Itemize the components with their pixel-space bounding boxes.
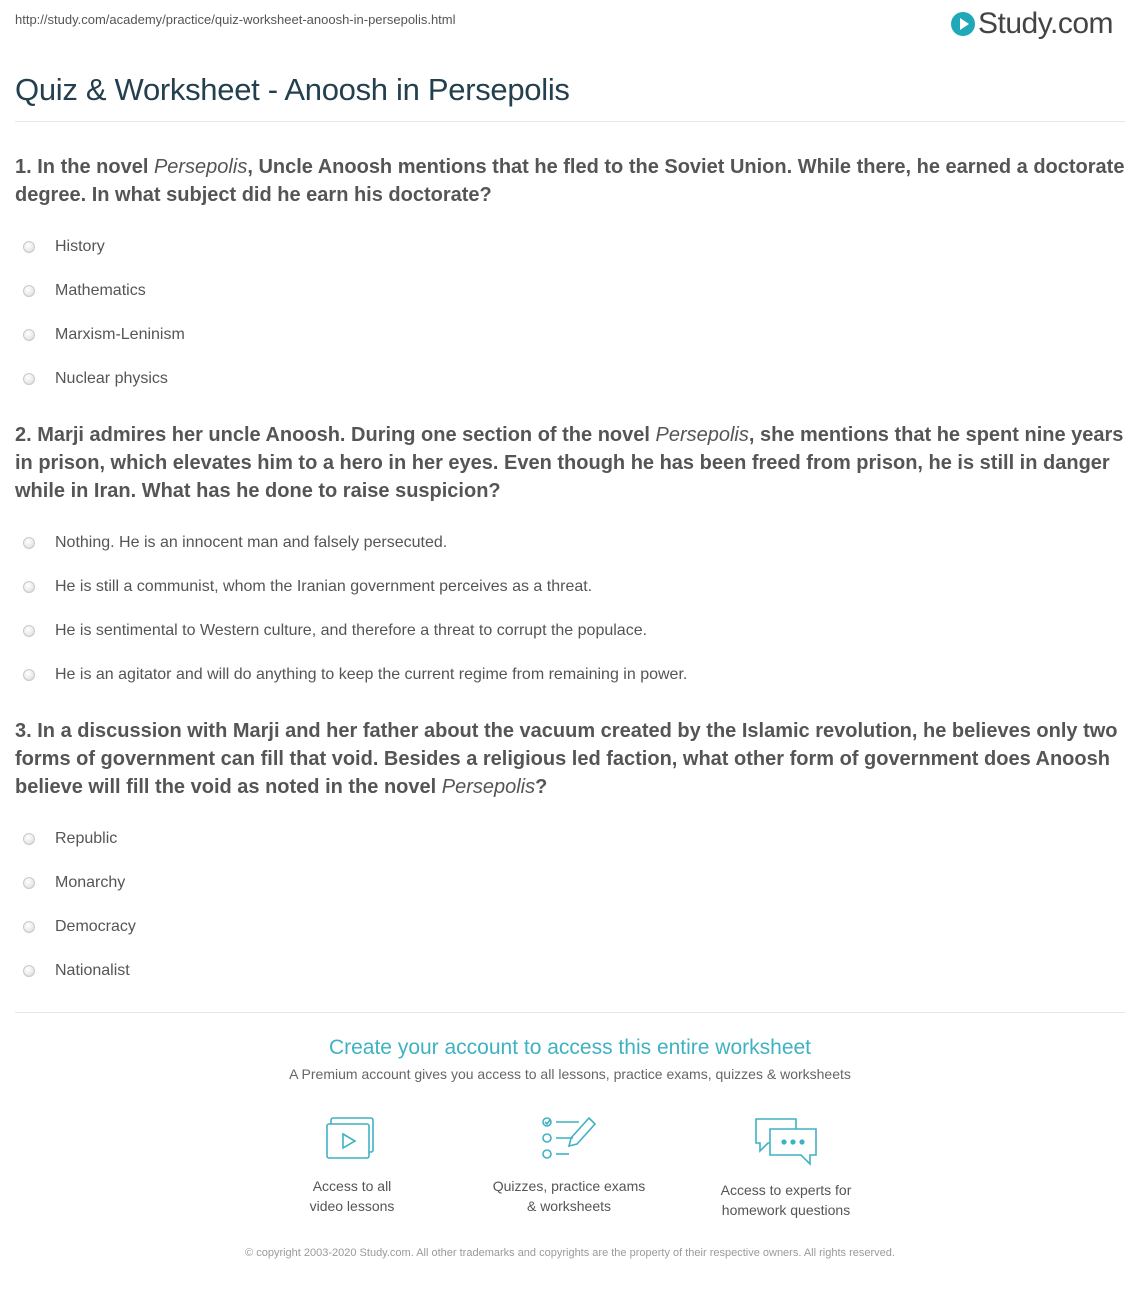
answer-options: [15, 817, 1125, 993]
answer-label: Republic: [55, 830, 118, 847]
feature-label: Quizzes, practice exams & worksheets: [492, 1178, 646, 1214]
feature-video-lessons: [252, 1116, 452, 1216]
question-1: [15, 153, 1125, 401]
answer-option[interactable]: [15, 861, 1125, 905]
feature-label: Access to all video lessons: [309, 1178, 395, 1214]
cta-title[interactable]: Create your account to access this entire worksheet: [328, 1036, 812, 1059]
top-bar: [15, 0, 1125, 50]
answer-label: Nuclear physics: [55, 370, 168, 387]
answer-option[interactable]: [15, 653, 1125, 697]
study-logo[interactable]: [951, 8, 1113, 40]
copyright-text: © copyright 2003-2020 Study.com. All other trademarks and copyrights are the property of their respective owners. All rights reserved.: [245, 1247, 895, 1259]
feature-experts: [686, 1116, 886, 1220]
video-lessons-icon: [326, 1116, 378, 1162]
answer-option[interactable]: [15, 817, 1125, 861]
answer-label: He is sentimental to Western culture, and therefore a threat to corrupt the populace.: [55, 622, 648, 639]
answer-options: [15, 225, 1125, 401]
answer-label: Nationalist: [55, 962, 130, 979]
answer-options: [15, 521, 1125, 697]
radio-button[interactable]: [23, 373, 35, 385]
radio-button[interactable]: [23, 965, 35, 977]
answer-option[interactable]: [15, 357, 1125, 401]
logo-text: Study.com: [978, 7, 1113, 40]
answer-option[interactable]: [15, 313, 1125, 357]
answer-option[interactable]: [15, 949, 1125, 993]
answer-option[interactable]: [15, 565, 1125, 609]
play-logo-icon: [951, 12, 975, 36]
answer-label: He is still a communist, whom the Iranian government perceives as a threat.: [55, 578, 593, 595]
divider: [15, 1012, 1125, 1013]
premium-features: [0, 1116, 1140, 1216]
answer-option[interactable]: [15, 521, 1125, 565]
answer-option[interactable]: [15, 609, 1125, 653]
answer-label: Democracy: [55, 918, 136, 935]
answer-label: History: [55, 238, 105, 255]
question-text: 1. In the novel Persepolis, Uncle Anoosh mentions that he fled to the Soviet Union. While there, he earned a doctorate degree. In what subject did he earn his doctorate?: [15, 156, 1125, 206]
answer-option[interactable]: [15, 225, 1125, 269]
answer-option[interactable]: [15, 905, 1125, 949]
radio-button[interactable]: [23, 833, 35, 845]
radio-button[interactable]: [23, 581, 35, 593]
answer-label: He is an agitator and will do anything to keep the current regime from remaining in power.: [55, 666, 688, 683]
quiz-checklist-icon: [541, 1116, 597, 1162]
radio-button[interactable]: [23, 625, 35, 637]
radio-button[interactable]: [23, 285, 35, 297]
answer-label: Monarchy: [55, 874, 126, 891]
radio-button[interactable]: [23, 877, 35, 889]
feature-label: Access to experts for homework questions: [720, 1182, 852, 1218]
radio-button[interactable]: [23, 537, 35, 549]
page-url: http://study.com/academy/practice/quiz-worksheet-anoosh-in-persepolis.html: [15, 12, 456, 27]
question-text: 3. In a discussion with Marji and her father about the vacuum created by the Islamic revolution, he believes only two forms of government can fill that void. Besides a religious led faction, what other form of government does Anoosh believe will fill the void as noted in the novel Persepolis?: [15, 720, 1118, 798]
radio-button[interactable]: [23, 241, 35, 253]
answer-label: Nothing. He is an innocent man and falsely persecuted.: [55, 534, 448, 551]
page-title: Quiz & Worksheet - Anoosh in Persepolis: [15, 72, 570, 107]
answer-option[interactable]: [15, 269, 1125, 313]
answer-label: Mathematics: [55, 282, 146, 299]
radio-button[interactable]: [23, 921, 35, 933]
radio-button[interactable]: [23, 329, 35, 341]
question-3: [15, 717, 1125, 993]
question-text: 2. Marji admires her uncle Anoosh. During one section of the novel Persepolis, she mentions that he spent nine years in prison, which elevates him to a hero in her eyes. Even though he has been freed from prison, he is still in danger while in Iran. What has he done to raise suspicion?: [15, 424, 1124, 502]
chat-bubbles-icon: [754, 1116, 818, 1166]
answer-label: Marxism-Leninism: [55, 326, 185, 343]
radio-button[interactable]: [23, 669, 35, 681]
divider: [15, 121, 1125, 122]
question-2: [15, 421, 1125, 697]
cta-subtitle: A Premium account gives you access to all lessons, practice exams, quizzes & worksheets: [289, 1066, 851, 1082]
feature-quizzes: [469, 1116, 669, 1216]
